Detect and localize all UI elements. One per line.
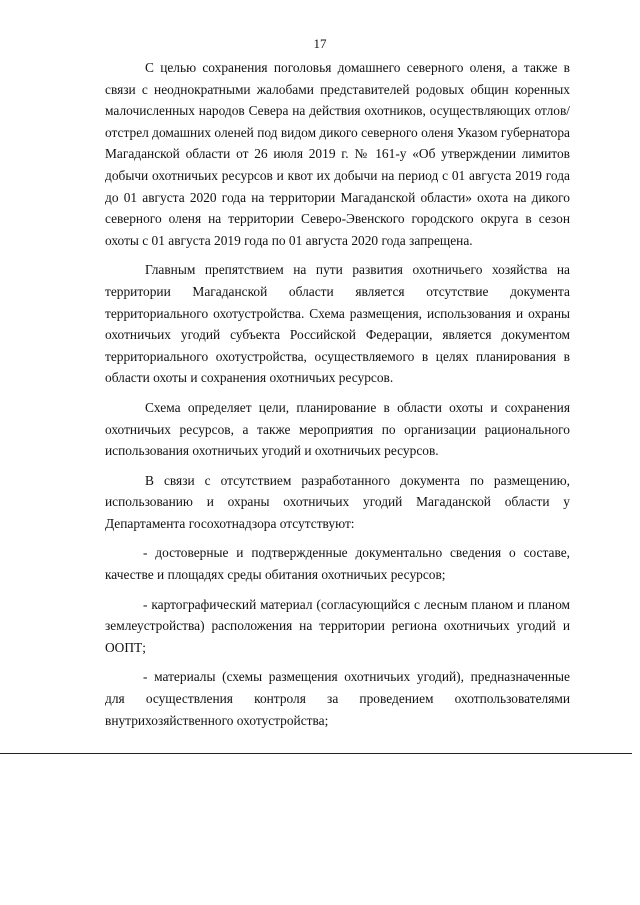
paragraph-scheme-purpose: Схема определяет цели, планирование в области охоты и сохранения охотничьих ресурсов, а также мероприятия по организации рационального использования охотничьих угодий и охотничьих ресурсов.	[105, 399, 570, 459]
list-item-control-materials: - материалы (схемы размещения охотничьих угодий), предназначенные для осуществления контроля за проведением охотпользователями внутрихозяйственного охотустройства;	[105, 669, 570, 728]
paragraph-missing-items-intro: В связи с отсутствием разработанного документа по размещению, использованию и охраны охотничьих угодий Магаданской области у Департамента госохотнадзора отсутствуют:	[105, 472, 570, 531]
page-number: 17	[313, 36, 327, 51]
list-item-habitat-data: - достоверные и подтвержденные документально сведения о составе, качестве и площадях среды обитания охотничьих ресурсов;	[105, 545, 570, 583]
page-divider-line	[0, 753, 632, 754]
list-item-cartographic-material: - картографический материал (согласующийся с лесным планом и планом землеустройства) расположения на территории региона охотничьих угодий и ООПТ;	[105, 596, 570, 655]
paragraph-main-obstacle: Главным препятствием на пути развития охотничьего хозяйства на территории Магаданской области является отсутствие документа территориального охотустройства. Схема размещения, использования и охраны охотничьих угодий субъекта Российской Федерации, является документом территориального охотустройства, осуществляемого в целях планирования в области охоты и сохранения охотничьих ресурсов.	[105, 262, 570, 386]
document-body	[105, 57, 570, 739]
paragraph-reindeer-hunting-ban: С целью сохранения поголовья домашнего северного оленя, а также в связи с неоднократными жалобами представителей родовых общин коренных малочисленных народов Севера на действия охотников, осуществляющих отлов/отстрел домашних оленей под видом дикого северного оленя Указом губернатора Магаданской области от 26 июля 2019 г. № 161-у «Об утверждении лимитов добычи охотничьих ресурсов и квот их добычи на период с 01 августа 2019 года до 01 августа 2020 года на территории Магаданской области» охота на дикого северного оленя на территории Северо-Эвенского городского округа в сезон охоты с 01 августа 2019 года по 01 августа 2020 года запрещена.	[105, 60, 570, 248]
